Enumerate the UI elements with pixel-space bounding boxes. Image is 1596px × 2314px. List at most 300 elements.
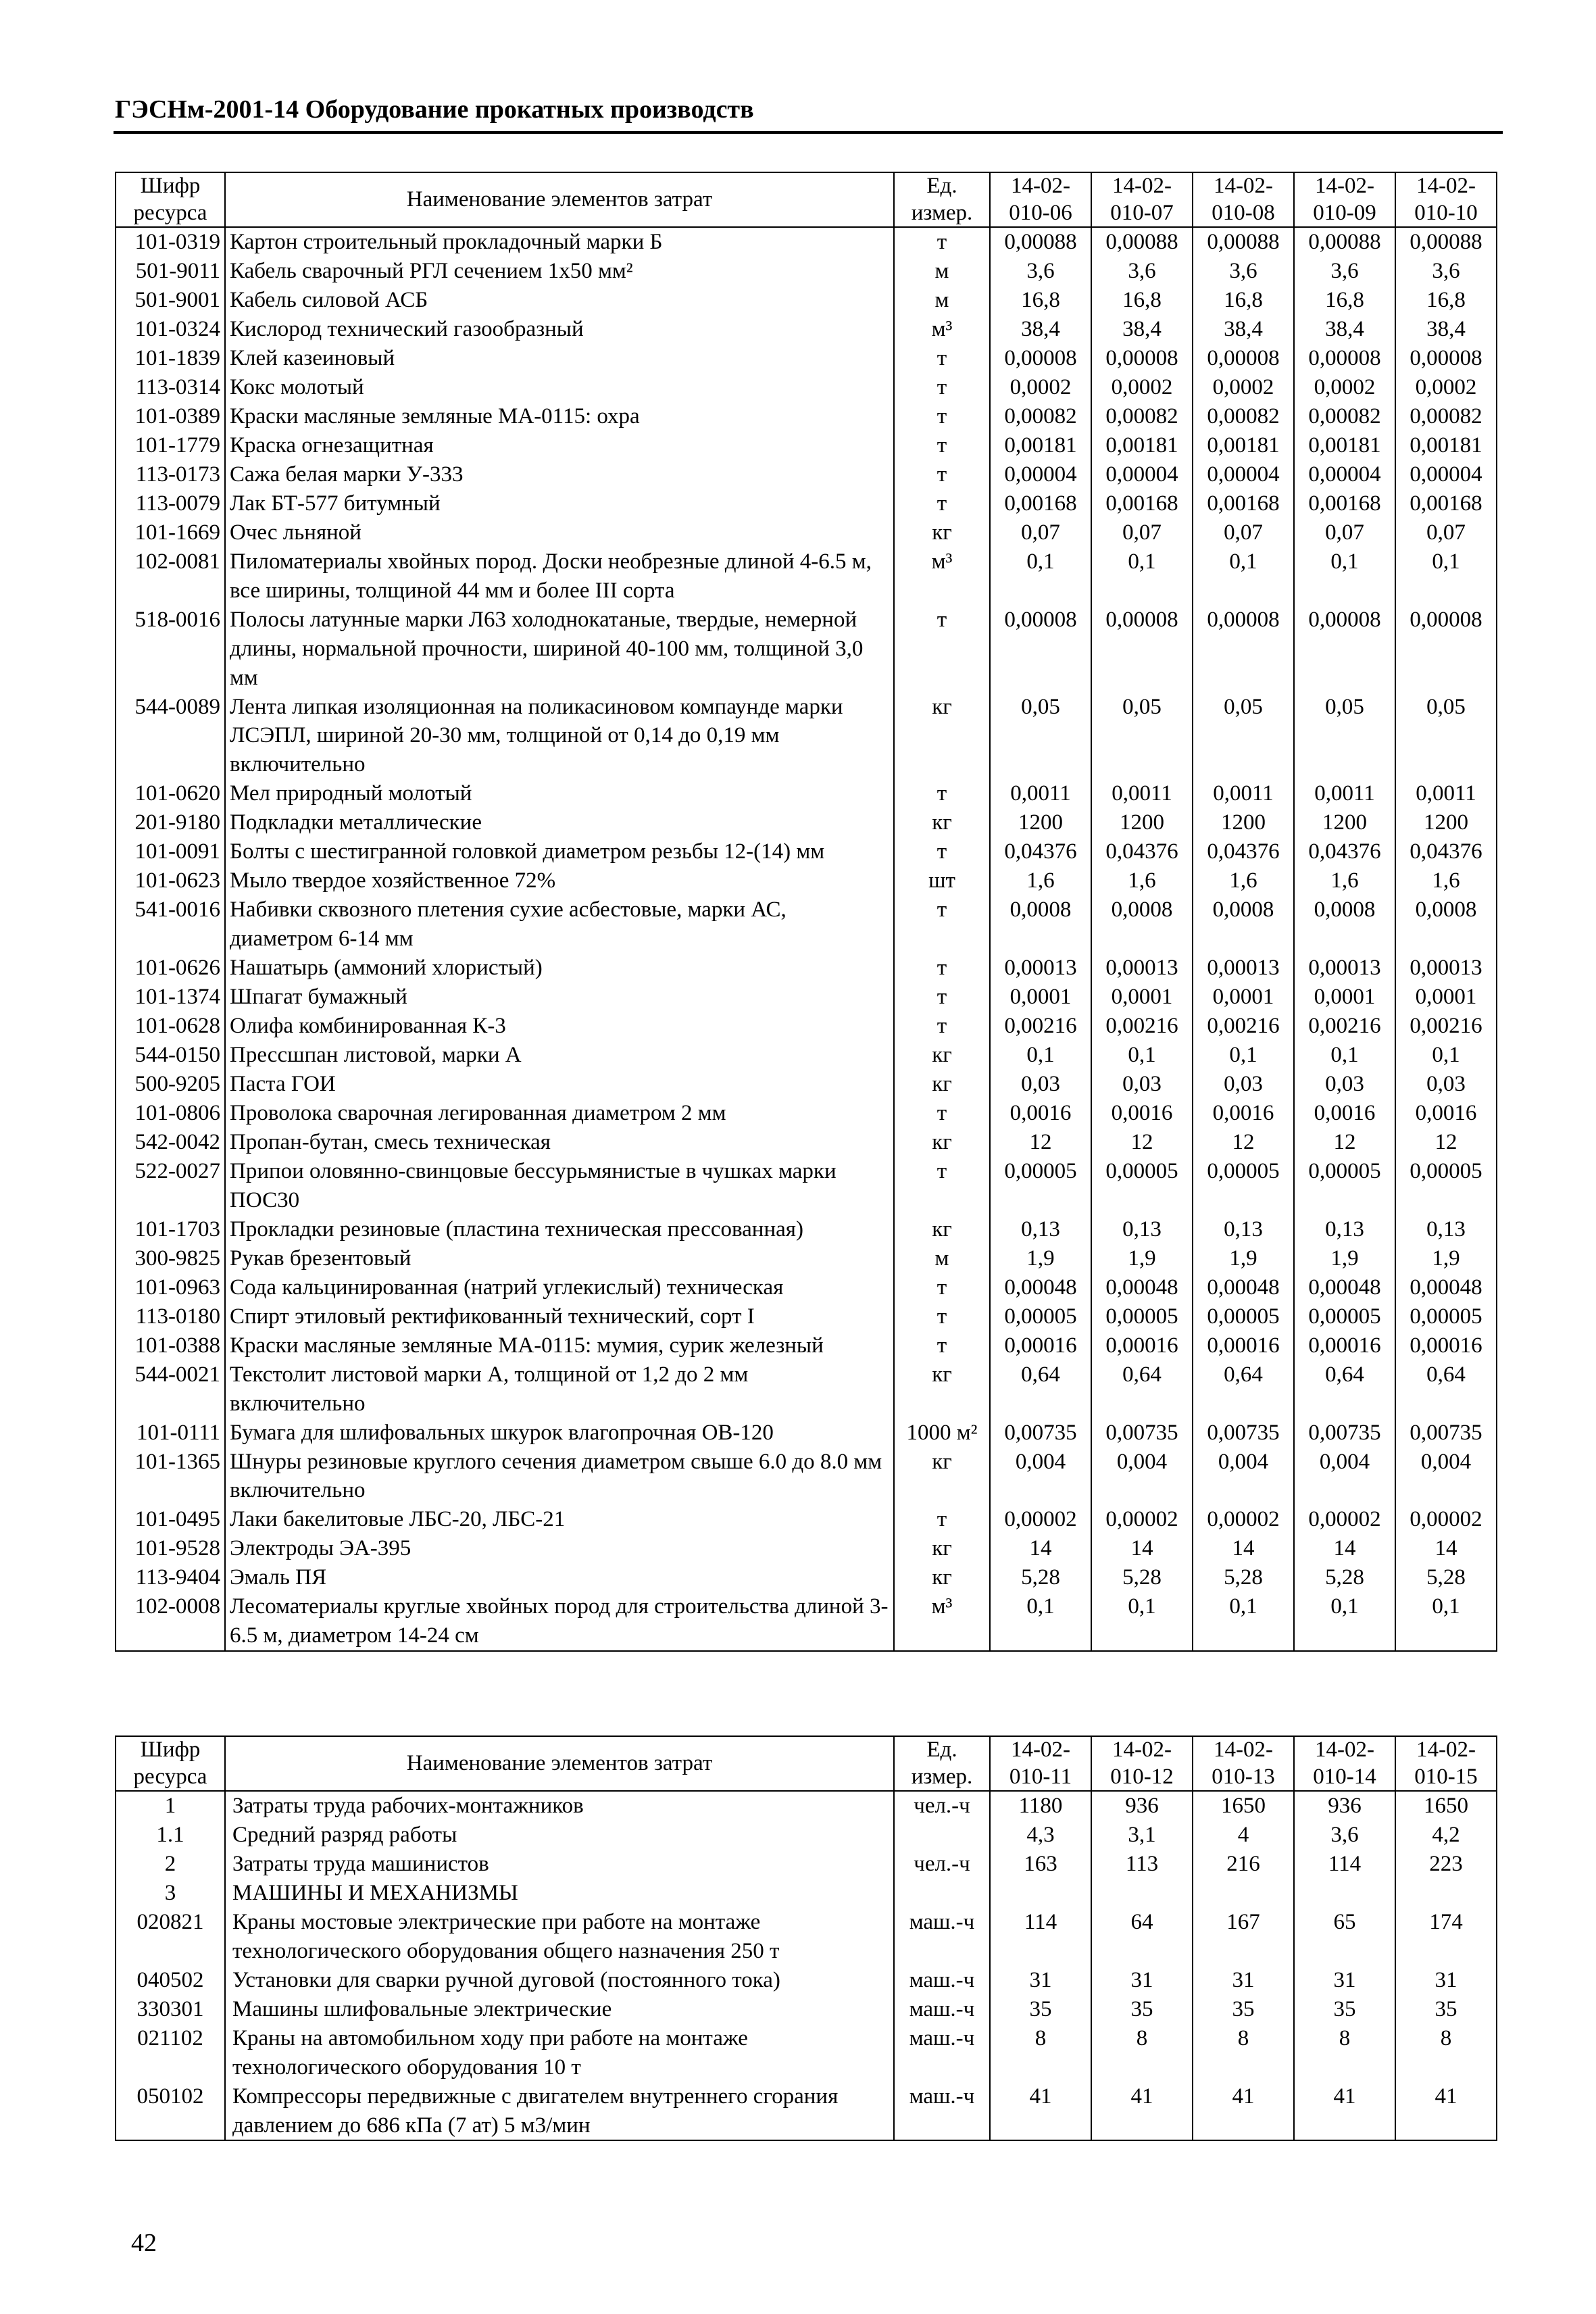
table-row xyxy=(116,1041,1497,1070)
resource-name: Подкладки металлические xyxy=(225,808,894,837)
norm-value: 0,00216 xyxy=(1091,1012,1193,1041)
norm-value: 0,00216 xyxy=(990,1012,1091,1041)
resource-code: 101-1365 xyxy=(116,1448,225,1506)
header-column: 14-02-010-13 xyxy=(1193,1736,1294,1791)
norm-value: 14 xyxy=(990,1534,1091,1563)
norm-value: 0,00735 xyxy=(1395,1419,1497,1448)
table-row xyxy=(116,808,1497,837)
resource-name: Шнуры резиновые круглого сечения диаметром свыше 6.0 до 8.0 мм включительно xyxy=(225,1448,894,1506)
norm-value: 0,00013 xyxy=(990,954,1091,983)
norm-value: 0,03 xyxy=(1294,1070,1395,1099)
norm-value: 0,0002 xyxy=(1294,373,1395,402)
resource-code: 113-0173 xyxy=(116,460,225,489)
resource-name: Затраты труда рабочих-монтажников xyxy=(225,1791,894,1821)
table-row xyxy=(116,1128,1497,1157)
unit-of-measure: маш.-ч xyxy=(894,2024,990,2082)
resource-code: 113-9404 xyxy=(116,1563,225,1592)
resource-name: Пиломатериалы хвойных пород. Доски необрезные длиной 4-6.5 м, все ширины, толщиной 44 мм и более III сорта xyxy=(225,547,894,606)
resource-name: Прокладки резиновые (пластина техническая прессованная) xyxy=(225,1215,894,1244)
norm-value: 0,0011 xyxy=(1395,779,1497,808)
norm-value: 0,1 xyxy=(1294,547,1395,606)
table-row xyxy=(116,837,1497,866)
resource-name: Эмаль ПЯ xyxy=(225,1563,894,1592)
unit-of-measure: т xyxy=(894,1505,990,1534)
norm-value: 0,00008 xyxy=(1294,344,1395,373)
norm-value: 16,8 xyxy=(1091,286,1193,315)
unit-of-measure: т xyxy=(894,1099,990,1128)
table-row xyxy=(116,1563,1497,1592)
norm-value: 0,1 xyxy=(1091,547,1193,606)
norm-value: 31 xyxy=(1294,1966,1395,1995)
resource-code: 101-0963 xyxy=(116,1273,225,1302)
norm-value: 0,00181 xyxy=(1395,431,1497,460)
unit-of-measure: м³ xyxy=(894,1592,990,1651)
unit-of-measure: т xyxy=(894,344,990,373)
resource-code: 330301 xyxy=(116,1995,225,2024)
table-row xyxy=(116,1360,1497,1419)
norm-value: 41 xyxy=(990,2082,1091,2141)
table-row xyxy=(116,1012,1497,1041)
resource-name: Краны на автомобильном ходу при работе на монтаже технологического оборудования 10 т xyxy=(225,2024,894,2082)
norm-value: 0,07 xyxy=(1294,518,1395,547)
norm-value: 14 xyxy=(1395,1534,1497,1563)
table-row xyxy=(116,1879,1497,1908)
norm-value: 0,00168 xyxy=(1193,489,1294,518)
table-row xyxy=(116,866,1497,895)
norm-value: 14 xyxy=(1294,1534,1395,1563)
norm-value: 0,1 xyxy=(1193,1592,1294,1651)
unit-of-measure: кг xyxy=(894,1360,990,1419)
norm-value: 0,05 xyxy=(1193,693,1294,780)
norm-value: 35 xyxy=(1091,1995,1193,2024)
norm-value: 0,1 xyxy=(1193,547,1294,606)
resource-name: Клей казеиновый xyxy=(225,344,894,373)
table-row xyxy=(116,1966,1497,1995)
norm-value: 1,6 xyxy=(1091,866,1193,895)
norm-value: 0,00181 xyxy=(1193,431,1294,460)
unit-of-measure: маш.-ч xyxy=(894,2082,990,2141)
unit-of-measure: т xyxy=(894,1012,990,1041)
table-row xyxy=(116,547,1497,606)
norm-value: 41 xyxy=(1395,2082,1497,2141)
norm-value: 0,00013 xyxy=(1091,954,1193,983)
norm-value: 1,6 xyxy=(1395,866,1497,895)
norm-value: 0,0002 xyxy=(1091,373,1193,402)
norm-value: 0,00216 xyxy=(1395,1012,1497,1041)
resource-code: 501-9001 xyxy=(116,286,225,315)
norm-value: 0,07 xyxy=(1395,518,1497,547)
norm-value: 1200 xyxy=(1193,808,1294,837)
norm-value: 1200 xyxy=(1091,808,1193,837)
header-column: 14-02-010-15 xyxy=(1395,1736,1497,1791)
norm-value: 0,00005 xyxy=(1193,1157,1294,1215)
norm-value: 0,00004 xyxy=(1294,460,1395,489)
norm-value: 0,00005 xyxy=(1091,1157,1193,1215)
resources-table-materials xyxy=(115,172,1497,1652)
norm-value: 0,00735 xyxy=(990,1419,1091,1448)
resource-code: 113-0180 xyxy=(116,1302,225,1331)
resource-name: МАШИНЫ И МЕХАНИЗМЫ xyxy=(225,1879,894,1908)
norm-value: 0,05 xyxy=(1294,693,1395,780)
resource-code: 544-0150 xyxy=(116,1041,225,1070)
norm-value: 0,00082 xyxy=(990,402,1091,431)
table-row xyxy=(116,1448,1497,1506)
norm-value: 0,13 xyxy=(1193,1215,1294,1244)
norm-value: 8 xyxy=(1193,2024,1294,2082)
norm-value: 0,00016 xyxy=(1091,1331,1193,1360)
norm-value: 0,07 xyxy=(1193,518,1294,547)
norm-value: 4 xyxy=(1193,1821,1294,1850)
unit-of-measure xyxy=(894,1821,990,1850)
norm-value: 0,1 xyxy=(990,1592,1091,1651)
resource-code: 101-0324 xyxy=(116,315,225,344)
norm-value: 3,6 xyxy=(1091,257,1193,286)
table-header-row xyxy=(116,1736,1497,1791)
unit-of-measure: 1000 м² xyxy=(894,1419,990,1448)
unit-of-measure: кг xyxy=(894,1128,990,1157)
table-row xyxy=(116,315,1497,344)
table-row xyxy=(116,779,1497,808)
norm-value: 0,00013 xyxy=(1395,954,1497,983)
norm-value: 0,00048 xyxy=(990,1273,1091,1302)
norm-value: 31 xyxy=(990,1966,1091,1995)
norm-value: 12 xyxy=(1395,1128,1497,1157)
table-row xyxy=(116,693,1497,780)
resource-code: 2 xyxy=(116,1850,225,1879)
norm-value: 0,05 xyxy=(1091,693,1193,780)
norm-value: 12 xyxy=(1294,1128,1395,1157)
norm-value: 38,4 xyxy=(1395,315,1497,344)
norm-value: 0,64 xyxy=(1395,1360,1497,1419)
norm-value: 0,0011 xyxy=(990,779,1091,808)
norm-value: 174 xyxy=(1395,1908,1497,1966)
norm-value: 0,00004 xyxy=(1395,460,1497,489)
norm-value: 41 xyxy=(1193,2082,1294,2141)
header-unit: Ед. измер. xyxy=(894,1736,990,1791)
norm-value: 163 xyxy=(990,1850,1091,1879)
norm-value: 0,004 xyxy=(1193,1448,1294,1506)
resource-name: Болты с шестигранной головкой диаметром резьбы 12-(14) мм xyxy=(225,837,894,866)
table-row xyxy=(116,1821,1497,1850)
norm-value: 5,28 xyxy=(1193,1563,1294,1592)
norm-value xyxy=(1193,1879,1294,1908)
norm-value: 14 xyxy=(1091,1534,1193,1563)
resource-name: Рукав брезентовый xyxy=(225,1244,894,1273)
norm-value: 0,00048 xyxy=(1091,1273,1193,1302)
norm-value: 0,00008 xyxy=(1193,606,1294,693)
norm-value: 936 xyxy=(1294,1791,1395,1821)
resource-name: Прессшпан листовой, марки А xyxy=(225,1041,894,1070)
unit-of-measure: шт xyxy=(894,866,990,895)
table-row xyxy=(116,1791,1497,1821)
table-row xyxy=(116,983,1497,1012)
resource-code: 101-0111 xyxy=(116,1419,225,1448)
norm-value: 8 xyxy=(1395,2024,1497,2082)
norm-value: 0,0016 xyxy=(990,1099,1091,1128)
table-row xyxy=(116,1419,1497,1448)
resource-name: Кислород технический газообразный xyxy=(225,315,894,344)
table-row xyxy=(116,431,1497,460)
norm-value: 0,13 xyxy=(1395,1215,1497,1244)
norm-value: 3,1 xyxy=(1091,1821,1193,1850)
norm-value: 0,64 xyxy=(1294,1360,1395,1419)
norm-value: 0,00082 xyxy=(1294,402,1395,431)
resource-name: Затраты труда машинистов xyxy=(225,1850,894,1879)
table-row xyxy=(116,460,1497,489)
norm-value: 38,4 xyxy=(1091,315,1193,344)
resource-code: 102-0008 xyxy=(116,1592,225,1651)
norm-value: 0,00005 xyxy=(1091,1302,1193,1331)
unit-of-measure: м³ xyxy=(894,315,990,344)
resource-name: Текстолит листовой марки А, толщиной от 1,2 до 2 мм включительно xyxy=(225,1360,894,1419)
norm-value: 8 xyxy=(990,2024,1091,2082)
norm-value: 0,04376 xyxy=(1091,837,1193,866)
resource-code: 101-0628 xyxy=(116,1012,225,1041)
norm-value: 0,00168 xyxy=(1395,489,1497,518)
resource-code: 102-0081 xyxy=(116,547,225,606)
norm-value: 5,28 xyxy=(1294,1563,1395,1592)
unit-of-measure: т xyxy=(894,227,990,257)
resource-name: Проволока сварочная легированная диаметром 2 мм xyxy=(225,1099,894,1128)
resource-name: Машины шлифовальные электрические xyxy=(225,1995,894,2024)
norm-value: 0,07 xyxy=(1091,518,1193,547)
norm-value: 0,0001 xyxy=(1193,983,1294,1012)
table-row xyxy=(116,489,1497,518)
resource-name: Мыло твердое хозяйственное 72% xyxy=(225,866,894,895)
unit-of-measure: кг xyxy=(894,1563,990,1592)
norm-value: 0,00088 xyxy=(1091,227,1193,257)
table-row xyxy=(116,286,1497,315)
norm-value: 65 xyxy=(1294,1908,1395,1966)
norm-value: 0,00002 xyxy=(1193,1505,1294,1534)
table-row xyxy=(116,1157,1497,1215)
resource-name: Олифа комбинированная К-3 xyxy=(225,1012,894,1041)
unit-of-measure: кг xyxy=(894,1534,990,1563)
norm-value: 0,00016 xyxy=(990,1331,1091,1360)
table-body xyxy=(116,227,1497,1651)
resource-code: 101-0626 xyxy=(116,954,225,983)
resource-code: 020821 xyxy=(116,1908,225,1966)
resource-code: 101-1374 xyxy=(116,983,225,1012)
norm-value: 0,0011 xyxy=(1091,779,1193,808)
unit-of-measure: кг xyxy=(894,693,990,780)
norm-value: 0,00168 xyxy=(1091,489,1193,518)
norm-value: 0,0011 xyxy=(1193,779,1294,808)
resource-name: Средний разряд работы xyxy=(225,1821,894,1850)
norm-value xyxy=(1395,1879,1497,1908)
unit-of-measure: т xyxy=(894,373,990,402)
unit-of-measure: м³ xyxy=(894,547,990,606)
norm-value: 8 xyxy=(1091,2024,1193,2082)
header-unit: Ед. измер. xyxy=(894,172,990,227)
norm-value: 12 xyxy=(1193,1128,1294,1157)
table-row xyxy=(116,606,1497,693)
norm-value: 0,00735 xyxy=(1193,1419,1294,1448)
table-header-row xyxy=(116,172,1497,227)
norm-value: 35 xyxy=(990,1995,1091,2024)
norm-value: 35 xyxy=(1193,1995,1294,2024)
norm-value: 0,00048 xyxy=(1294,1273,1395,1302)
norm-value: 0,1 xyxy=(990,547,1091,606)
norm-value: 0,00008 xyxy=(990,606,1091,693)
header-column: 14-02-010-14 xyxy=(1294,1736,1395,1791)
resource-code: 522-0027 xyxy=(116,1157,225,1215)
norm-value: 0,00181 xyxy=(1294,431,1395,460)
norm-value: 0,00216 xyxy=(1294,1012,1395,1041)
unit-of-measure: м xyxy=(894,286,990,315)
norm-value: 0,004 xyxy=(1294,1448,1395,1506)
norm-value: 0,00005 xyxy=(1193,1302,1294,1331)
norm-value: 0,07 xyxy=(990,518,1091,547)
header-column: 14-02-010-08 xyxy=(1193,172,1294,227)
resource-code: 101-0620 xyxy=(116,779,225,808)
resource-name: Лак БТ-577 битумный xyxy=(225,489,894,518)
norm-value: 936 xyxy=(1091,1791,1193,1821)
table-row xyxy=(116,1070,1497,1099)
unit-of-measure: кг xyxy=(894,1041,990,1070)
table-row xyxy=(116,1850,1497,1879)
table-row xyxy=(116,373,1497,402)
norm-value: 0,1 xyxy=(1091,1041,1193,1070)
unit-of-measure: м xyxy=(894,1244,990,1273)
resource-name: Кабель силовой АСБ xyxy=(225,286,894,315)
resource-code: 101-1669 xyxy=(116,518,225,547)
norm-value: 64 xyxy=(1091,1908,1193,1966)
norm-value: 0,00088 xyxy=(1395,227,1497,257)
resource-code: 101-0091 xyxy=(116,837,225,866)
resource-code: 101-0623 xyxy=(116,866,225,895)
unit-of-measure: кг xyxy=(894,1070,990,1099)
norm-value: 31 xyxy=(1091,1966,1193,1995)
norm-value: 114 xyxy=(990,1908,1091,1966)
resource-name: Нашатырь (аммоний хлористый) xyxy=(225,954,894,983)
norm-value: 16,8 xyxy=(1193,286,1294,315)
resource-name: Лаки бакелитовые ЛБС-20, ЛБС-21 xyxy=(225,1505,894,1534)
norm-value: 0,03 xyxy=(990,1070,1091,1099)
norm-value: 0,00004 xyxy=(1091,460,1193,489)
norm-value: 0,04376 xyxy=(1294,837,1395,866)
norm-value: 0,0016 xyxy=(1193,1099,1294,1128)
norm-value: 0,0011 xyxy=(1294,779,1395,808)
norm-value: 0,03 xyxy=(1193,1070,1294,1099)
norm-value: 31 xyxy=(1193,1966,1294,1995)
norm-value: 0,13 xyxy=(990,1215,1091,1244)
unit-of-measure: кг xyxy=(894,518,990,547)
norm-value: 0,1 xyxy=(1294,1041,1395,1070)
norm-value: 0,1 xyxy=(1091,1592,1193,1651)
resource-code: 501-9011 xyxy=(116,257,225,286)
norm-value: 0,00048 xyxy=(1193,1273,1294,1302)
norm-value: 0,00168 xyxy=(990,489,1091,518)
resource-name: Спирт этиловый ректификованный технический, сорт I xyxy=(225,1302,894,1331)
norm-value: 3,6 xyxy=(1294,257,1395,286)
norm-value: 41 xyxy=(1294,2082,1395,2141)
resource-name: Пропан-бутан, смесь техническая xyxy=(225,1128,894,1157)
table-row xyxy=(116,1244,1497,1273)
resource-code: 101-1779 xyxy=(116,431,225,460)
table-row xyxy=(116,1534,1497,1563)
resource-name: Мел природный молотый xyxy=(225,779,894,808)
resource-name: Лента липкая изоляционная на поликасиновом компаунде марки ЛСЭПЛ, шириной 20-30 мм, толщиной от 0,14 до 0,19 мм включительно xyxy=(225,693,894,780)
unit-of-measure: т xyxy=(894,837,990,866)
unit-of-measure: маш.-ч xyxy=(894,1966,990,1995)
norm-value: 0,00088 xyxy=(990,227,1091,257)
unit-of-measure: чел.-ч xyxy=(894,1791,990,1821)
resource-code: 201-9180 xyxy=(116,808,225,837)
norm-value: 167 xyxy=(1193,1908,1294,1966)
resource-name: Краны мостовые электрические при работе на монтаже технологического оборудования общего назначения 250 т xyxy=(225,1908,894,1966)
norm-value: 223 xyxy=(1395,1850,1497,1879)
norm-value: 0,0001 xyxy=(990,983,1091,1012)
resource-name: Сода кальцинированная (натрий углекислый) техническая xyxy=(225,1273,894,1302)
norm-value: 0,00005 xyxy=(990,1302,1091,1331)
norm-value: 0,0016 xyxy=(1395,1099,1497,1128)
page-number: 42 xyxy=(131,2229,157,2257)
norm-value: 8 xyxy=(1294,2024,1395,2082)
resource-code: 101-1703 xyxy=(116,1215,225,1244)
norm-value: 0,0008 xyxy=(1193,895,1294,954)
norm-value: 1180 xyxy=(990,1791,1091,1821)
norm-value: 0,0008 xyxy=(1091,895,1193,954)
resource-code: 101-1839 xyxy=(116,344,225,373)
norm-value: 0,00735 xyxy=(1091,1419,1193,1448)
table-row xyxy=(116,1273,1497,1302)
norm-value: 0,004 xyxy=(1091,1448,1193,1506)
norm-value: 0,00016 xyxy=(1395,1331,1497,1360)
unit-of-measure: маш.-ч xyxy=(894,1908,990,1966)
resource-code: 050102 xyxy=(116,2082,225,2141)
unit-of-measure: чел.-ч xyxy=(894,1850,990,1879)
table-row xyxy=(116,1099,1497,1128)
resource-name: Бумага для шлифовальных шкурок влагопрочная ОВ-120 xyxy=(225,1419,894,1448)
norm-value: 0,0001 xyxy=(1091,983,1193,1012)
norm-value: 0,00008 xyxy=(1294,606,1395,693)
norm-value: 0,64 xyxy=(1091,1360,1193,1419)
resource-name: Шпагат бумажный xyxy=(225,983,894,1012)
norm-value: 0,00181 xyxy=(990,431,1091,460)
norm-value: 0,0008 xyxy=(990,895,1091,954)
table-row xyxy=(116,257,1497,286)
norm-value: 5,28 xyxy=(990,1563,1091,1592)
norm-value: 0,00048 xyxy=(1395,1273,1497,1302)
norm-value: 1650 xyxy=(1395,1791,1497,1821)
table-row xyxy=(116,2024,1497,2082)
unit-of-measure: т xyxy=(894,779,990,808)
table-row xyxy=(116,1331,1497,1360)
unit-of-measure: кг xyxy=(894,1448,990,1506)
norm-value: 1,9 xyxy=(1091,1244,1193,1273)
table-row xyxy=(116,2082,1497,2141)
norm-value: 0,00088 xyxy=(1294,227,1395,257)
norm-value: 0,00082 xyxy=(1193,402,1294,431)
norm-value: 38,4 xyxy=(1193,315,1294,344)
norm-value xyxy=(990,1879,1091,1908)
resource-name: Паста ГОИ xyxy=(225,1070,894,1099)
norm-value: 0,0008 xyxy=(1294,895,1395,954)
resource-code: 101-0319 xyxy=(116,227,225,257)
header-code: Шифр ресурса xyxy=(116,1736,225,1791)
resource-name: Набивки сквозного плетения сухие асбестовые, марки АС, диаметром 6-14 мм xyxy=(225,895,894,954)
norm-value: 1200 xyxy=(1294,808,1395,837)
norm-value: 0,00735 xyxy=(1294,1419,1395,1448)
resource-code: 113-0079 xyxy=(116,489,225,518)
norm-value: 0,00088 xyxy=(1193,227,1294,257)
norm-value: 3,6 xyxy=(1294,1821,1395,1850)
resource-code: 021102 xyxy=(116,2024,225,2082)
unit-of-measure: т xyxy=(894,954,990,983)
norm-value: 0,1 xyxy=(1395,1041,1497,1070)
unit-of-measure: т xyxy=(894,983,990,1012)
